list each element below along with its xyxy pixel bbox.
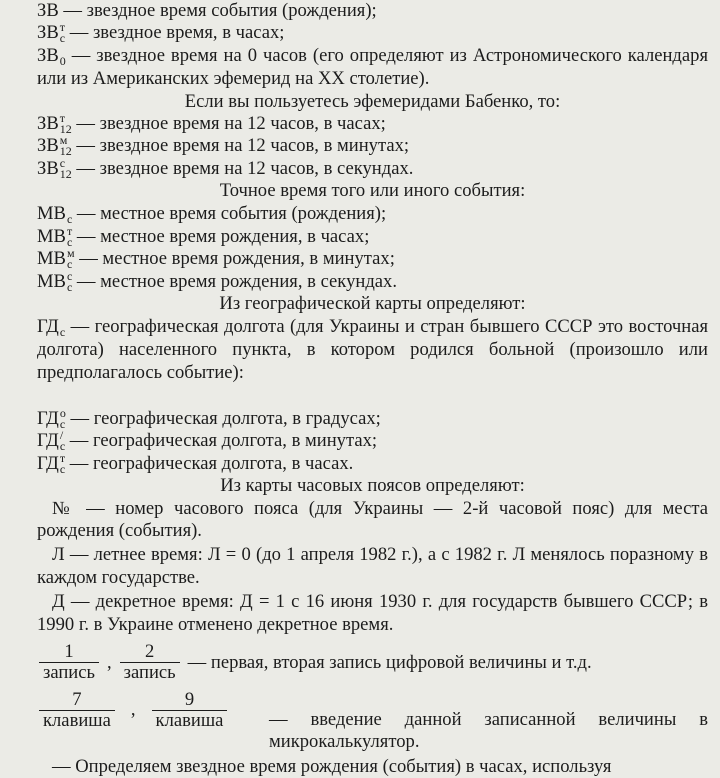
definition-text: — местное время события (рождения); (76, 202, 387, 224)
symbol-zv: ЗВ (37, 157, 59, 179)
definition-text: — звездное время на 12 часов, в минутах; (76, 135, 410, 157)
line-mv-seconds (37, 268, 708, 294)
paragraph-decree-time: Д — декретное время: Д = 1 с 16 июня 1930 г. для государств бывшего СССР; в 1990 г. в Украине отменено декретное время. (37, 591, 708, 635)
definition-text: — географическая долгота, в градусах; (70, 407, 381, 429)
line-zv12-minutes (37, 135, 708, 157)
symbol-indices: о с (59, 405, 66, 431)
symbol-mv: МВ (37, 226, 66, 248)
definition-text: — местное время рождения, в секундах. (76, 270, 397, 292)
definition-text: — географическая долгота, в минутах; (69, 430, 378, 452)
definition-text: — местное время рождения, в минутах; (79, 248, 395, 270)
paragraph-summer-time: Л — летнее время: Л = 0 (до 1 апреля 1982 г.), а с 1982 г. Л менялось поразному в каждом государстве. (37, 544, 708, 588)
symbol-gd: ГД (37, 315, 59, 337)
symbol-zv: ЗВ (37, 113, 59, 135)
spacer (37, 384, 708, 408)
symbol-zv: ЗВ (37, 135, 59, 157)
symbol-indices: т с (59, 20, 66, 46)
definition-text: — местное время рождения, в часах; (76, 226, 370, 248)
definition-text: — звездное время, в часах; (69, 22, 285, 44)
definition-text: — первая, вторая запись цифровой величины и т.д. (187, 651, 592, 673)
symbol-indices: / с (59, 428, 66, 454)
symbol-indices: с 12 (59, 155, 72, 181)
line-gd-minutes (37, 430, 708, 452)
symbol-gd: ГД (37, 452, 59, 474)
fraction-key-9: $\frac{9}{\text{клавиша}}$ (152, 690, 228, 731)
symbol-indices: т с (59, 450, 66, 476)
line-zv-hours (37, 22, 708, 44)
separator: , (107, 651, 112, 673)
line-gd (37, 316, 708, 384)
definition-text: — введение данной записанной величины в микрокалькулятор. (269, 708, 708, 753)
definition-text: — звездное время на 12 часов, в часах; (76, 113, 386, 135)
symbol-gd: ГД (37, 430, 59, 452)
heading-time-zones: Из карты часовых поясов определяют: (220, 475, 525, 497)
line-zv12-seconds (37, 155, 708, 181)
symbol-mv: МВ (37, 270, 66, 292)
symbol-zv: ЗВ (37, 44, 59, 66)
symbol-zv: ЗВ (37, 22, 59, 44)
symbol-index: с (59, 324, 66, 339)
paragraph-sidereal-step: — Определяем звездное время рождения (события) в часах, используя (52, 755, 612, 777)
symbol-indices: с с (66, 268, 73, 294)
symbol-index: 0 (59, 53, 66, 68)
symbol-index: с (66, 211, 73, 226)
definition-text: — географическая долгота (для Украины и стран бывшего СССР это восточная долгота) населенного пункта, в котором родился больной (произошло или предполагалось событие): (37, 315, 709, 383)
separator: , (130, 699, 136, 721)
line-gd-hours (37, 450, 708, 476)
symbol-indices: т с (66, 224, 73, 250)
definition-text: — звездное время на 12 часов, в секундах. (76, 157, 414, 179)
line-gd-degrees (37, 405, 708, 431)
definition-text: — географическая долгота, в часах. (69, 452, 354, 474)
symbol-mv: МВ (37, 202, 66, 224)
heading-exact-time: Точное время того или иного события: (219, 180, 526, 202)
paragraph-zone-number: № — номер часового пояса (для Украины — 2-й часовой пояс) для места рождения (события). (37, 497, 708, 541)
symbol-indices: м 12 (59, 133, 72, 159)
line-zv12-hours (37, 113, 708, 135)
line-mv (37, 203, 708, 226)
fraction-record-2: $\frac{2}{\text{запись}}$ (120, 642, 180, 683)
heading-geo-map: Из географической карты определяют: (219, 293, 526, 315)
fraction-record-1: $\frac{1}{\text{запись}}$ (39, 642, 99, 683)
definition-text: — звездное время на 0 часов (его определяют из Астрономического календаря или из Американских эфемерид на XX столетие). (37, 44, 708, 90)
symbol-gd: ГД (37, 407, 59, 429)
line-mv-minutes (37, 248, 708, 270)
heading-babenko: Если вы пользуетесь эфемеридами Бабенко, то: (184, 90, 561, 112)
symbol-indices: м с (66, 246, 75, 272)
symbol-indices: т 12 (59, 111, 72, 137)
fraction-key-7: $\frac{7}{\text{клавиша}}$ (39, 690, 115, 731)
line-mv-hours (37, 226, 708, 248)
line-zv: ЗВ — звездное время события (рождения); (37, 0, 377, 21)
line-records (37, 636, 708, 690)
line-zv0 (37, 45, 708, 91)
symbol-mv: МВ (37, 248, 66, 270)
